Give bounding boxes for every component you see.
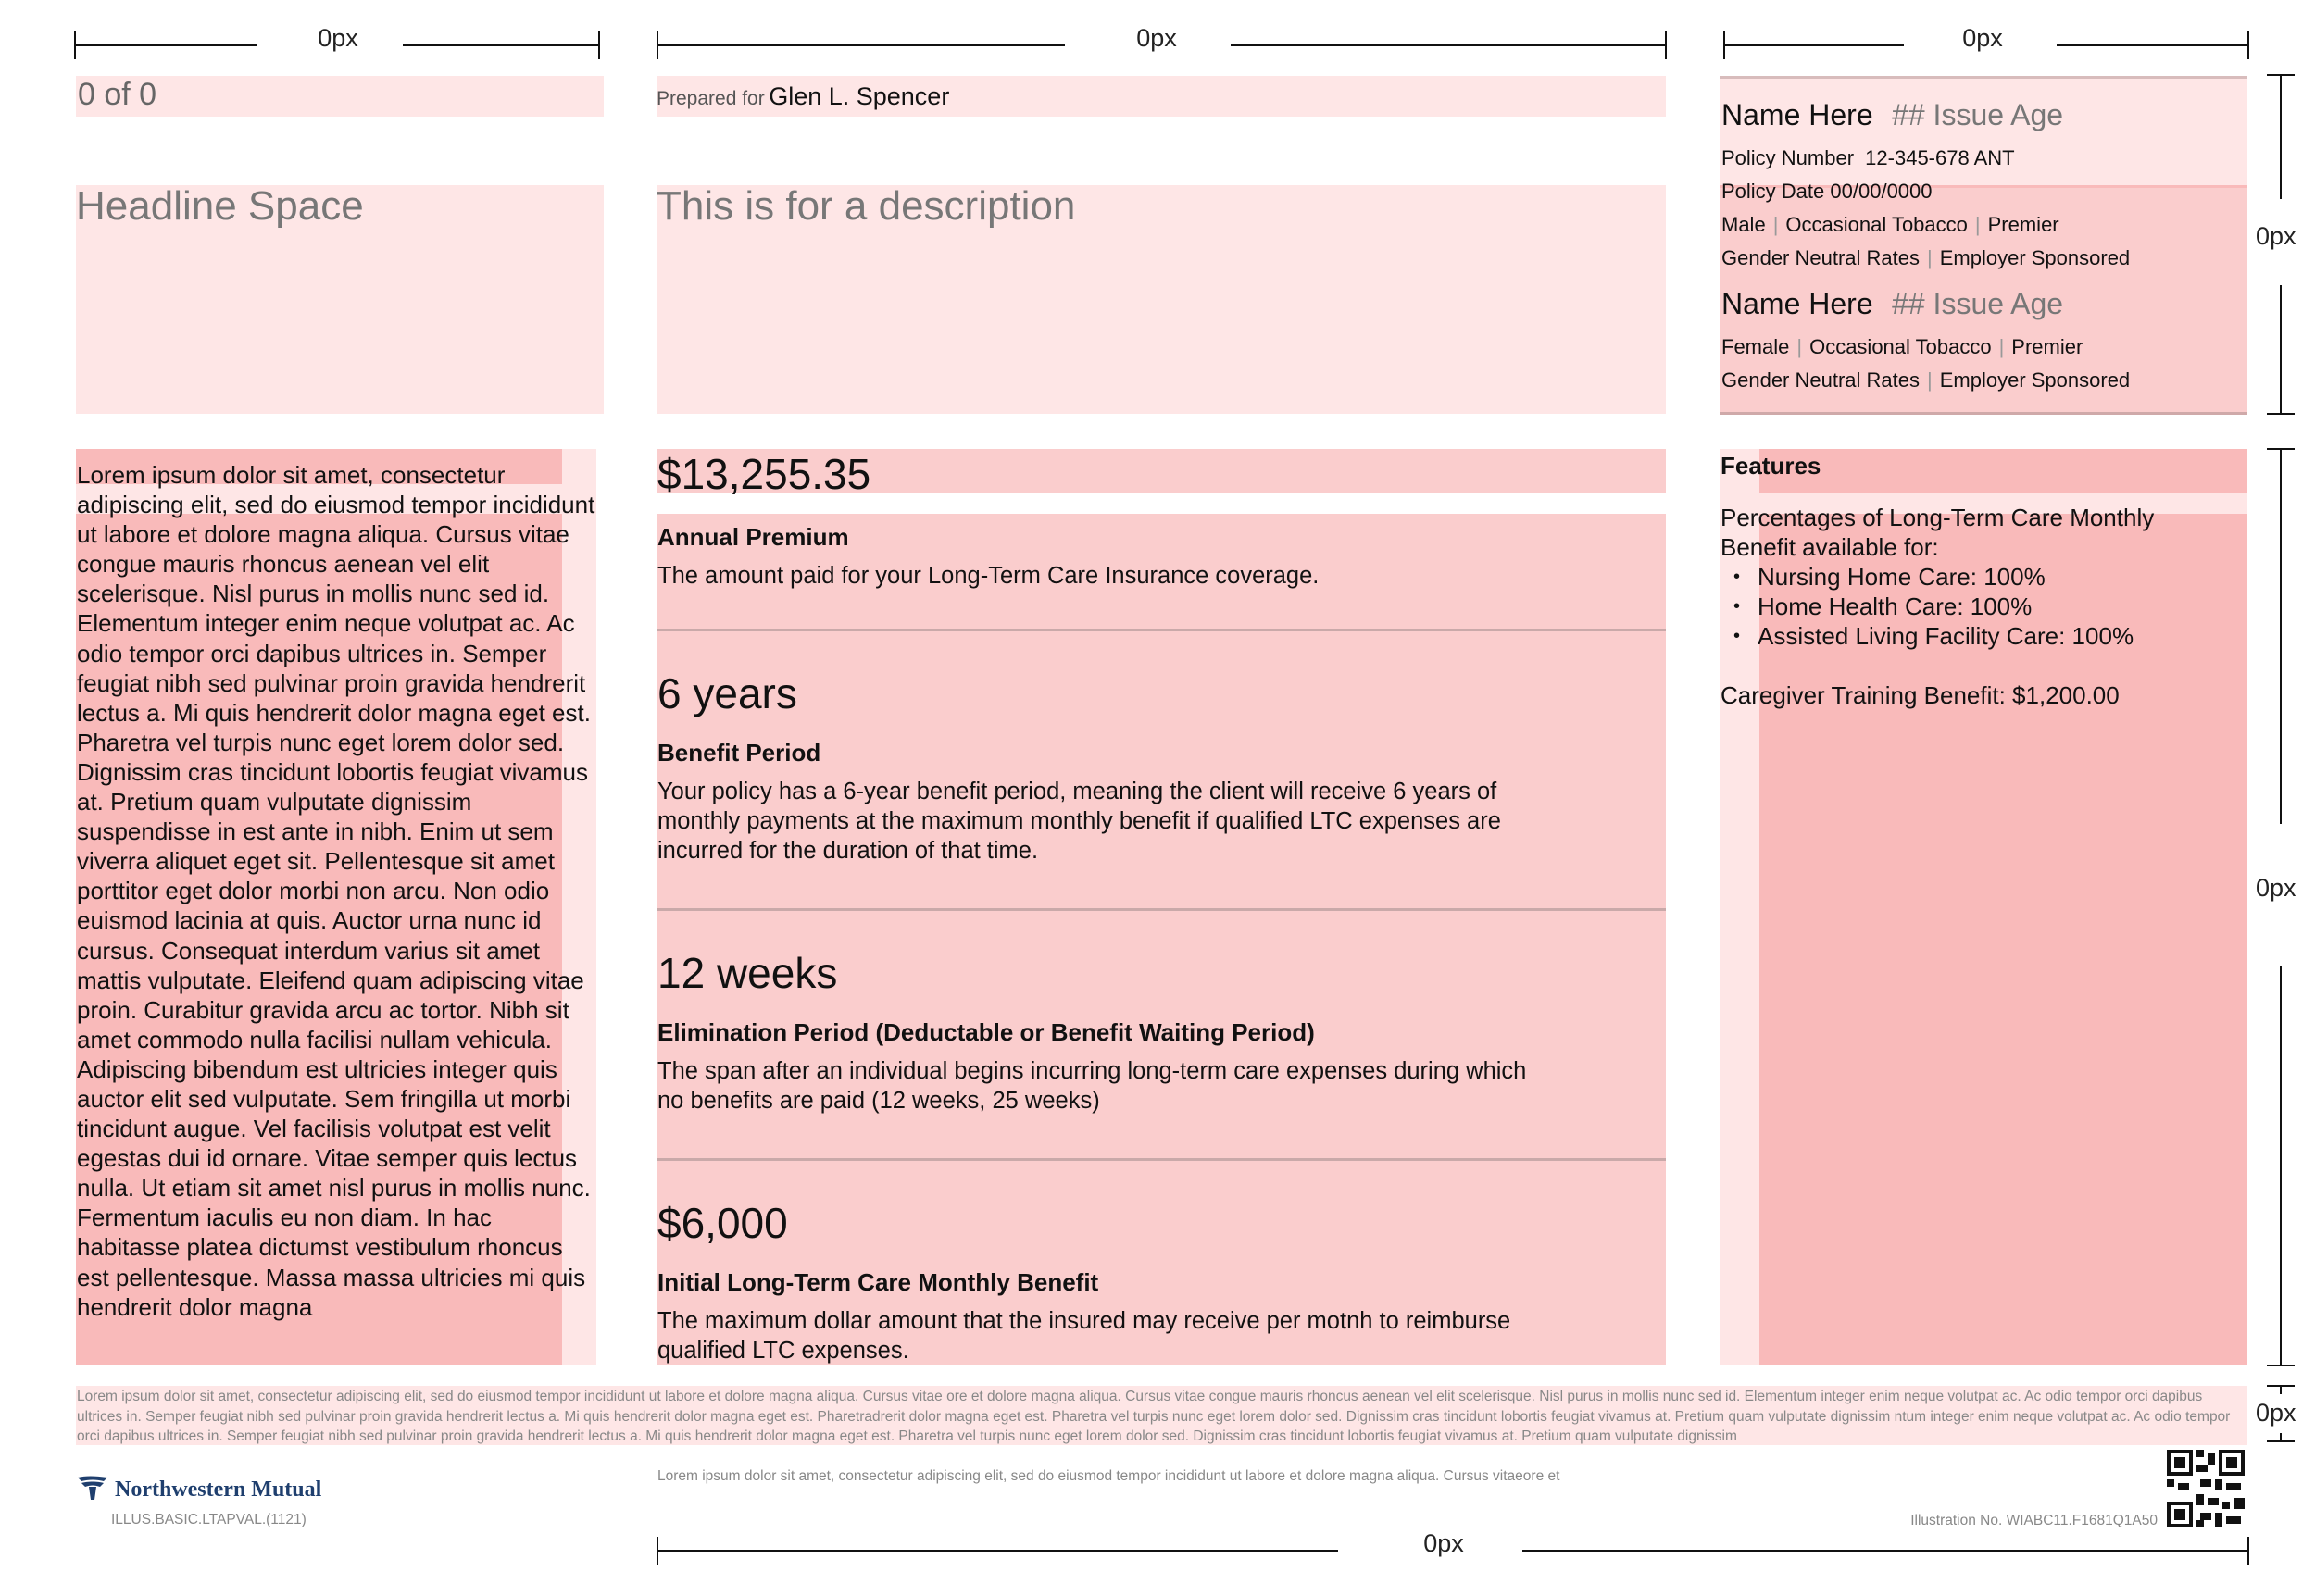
detail-desc: Your policy has a 6-year benefit period, meaning the client will receive 6 years of monthly payments at the maximum monthly benefit if qualified LTC expenses are incurred for the duration of that time.	[657, 779, 1501, 864]
detail-title: Elimination Period (Deductable or Benefit Waiting Period)	[657, 1018, 1315, 1046]
rate-type: Employer Sponsored	[1939, 246, 2131, 269]
policy-date-label: Policy Date	[1721, 180, 1825, 203]
detail-monthly-benefit	[657, 1198, 1667, 1365]
bottom-ruler	[657, 1529, 2249, 1566]
detail-desc: The amount paid for your Long-Term Care Insurance coverage.	[657, 563, 1320, 589]
policy-date: 00/00/0000	[1830, 180, 1933, 203]
insured-name: Name Here	[1721, 98, 1873, 131]
illustration-number: Illustration No. WIABC11.F1681Q1A50	[1910, 1513, 2158, 1528]
ruler-label: 0px	[2256, 1399, 2296, 1427]
footnote: Lorem ipsum dolor sit amet, consectetur adipiscing elit, sed do eiusmod tempor incididunt ut labore et dolore magna aliqua. Cursus vitae ore et dolore magna aliqua. Cursus vitae congue mauris rhoncus aenean vel elit scelerisque. Nisl purus in mollis nunc sed id. Elementum integer enim neque volutpat ac. Ac odio tempor orci dapibus ultrices in. Semper feugiat nibh sed pulvinar proin gravida hendrerit lectus a. Mi quis hendrerit dolor magna eget est. Pharetradrerit dolor magna eget est. Pharetra vel turpis nunc eget lorem dolor sed. Dignissim cras tincidunt lobortis feugiat vivamus at. Pretium quam vulputate dignissim ntum integer enim neque volutpat ac. Ac odio tempor orci dapibus ultrices in. Semper feugiat nibh sed pulvinar proin gravida hendrerit lectus a. Mi quis hendrerit dolor magna eget est. Pharetra vel turpis nunc eget lorem dolor sed. Dignissim cras tincidunt lobortis feugiat vivamus at. Pretium quam vulputate dignissim	[77, 1389, 2231, 1444]
divider	[657, 1158, 1666, 1161]
rate-type: Gender Neutral Rates	[1721, 368, 1920, 392]
rate-type: Gender Neutral Rates	[1721, 246, 1920, 269]
top-left-ruler	[74, 24, 600, 61]
attribute: Premier	[1987, 213, 2059, 236]
form-code: ILLUS.BASIC.LTAPVAL.(1121)	[111, 1512, 307, 1527]
feature-item: • Assisted Living Facility Care: 100%	[1721, 621, 2239, 651]
ruler-label: 0px	[318, 24, 358, 52]
insured-1	[1721, 94, 2246, 275]
insured-2	[1721, 283, 2246, 397]
ruler-label: 0px	[1136, 24, 1177, 52]
page-counter: 0 of 0	[78, 77, 157, 112]
policy-date-row	[1721, 175, 2246, 208]
right-ruler-top	[2256, 74, 2296, 415]
attribute: Occasional Tobacco	[1809, 335, 1992, 358]
ruler-label: 0px	[1962, 24, 2003, 52]
insured-attributes: Female | Occasional Tobacco | Premier	[1721, 335, 2084, 358]
detail-elimination-period	[657, 948, 1667, 1116]
insured-rates: Gender Neutral Rates | Employer Sponsored	[1721, 246, 2131, 269]
left-body-text: Lorem ipsum dolor sit amet, consectetur adipiscing elit, sed do eiusmod tempor incididunt ut labore et dolore magna aliqua. Cursus vitae congue mauris rhoncus aenean vel elit scelerisque. Nisl purus in mollis nunc sed id. Elementum integer enim neque volutpat ac. Ac odio tempor orci dapibus ultrices in. Semper feugiat nibh sed pulvinar proin gravida hendrerit lectus a. Mi quis hendrerit dolor magna eget est. Pharetra vel turpis nunc eget lorem dolor sed. Dignissim cras tincidunt lobortis feugiat vivamus at. Pretium quam vulputate dignissim suspendisse in est ante in nibh. Enim ut sem viverra aliquet eget sit. Pellentesque sit amet porttitor eget dolor morbi non arcu. Non odio euismod lacinia at quis. Auctor urna nunc id cursus. Consequat interdum varius sit amet mattis vulputate. Eleifend quam adipiscing vitae proin. Curabitur gravida arcu ac tortor. Nibh sit amet commodo nulla facilisi nullam vehicula. Adipiscing bibendum est ultricies integer quis auctor elit sed vulputate. Sem fringilla ut morbi tincidunt augue. Vel facilisis volutpat est velit egestas dui id ornare. Vitae semper quis lectus nulla. Ut etiam sit amet nisl purus in mollis nunc. Fermentum iaculis eu non diam. In hac habitasse platea dictumst vestibulum rhoncus est pellentesque. Massa massa ultricies mi quis hendrerit dolor magna	[77, 461, 595, 1321]
issue-age: ## Issue Age	[1892, 98, 2064, 131]
prepared-for-box	[657, 76, 1666, 117]
detail-value: 12 weeks	[657, 949, 838, 997]
qr-code-icon	[2167, 1450, 2245, 1527]
features-heading: Features	[1721, 452, 1821, 480]
detail-annual-premium	[657, 449, 1667, 591]
attribute: Male	[1721, 213, 1766, 236]
page-counter-box	[76, 76, 604, 117]
detail-benefit-period	[657, 668, 1667, 866]
headline: Headline Space	[76, 183, 364, 229]
detail-title: Benefit Period	[657, 739, 821, 767]
top-middle-ruler	[657, 24, 1667, 61]
bottom-note: Lorem ipsum dolor sit amet, consectetur adipiscing elit, sed do eiusmod tempor incididunt ut labore et dolore magna aliqua. Cursus vitaeore et	[657, 1468, 1560, 1484]
right-ruler-middle	[2256, 448, 2296, 1366]
features-list	[1721, 562, 2239, 651]
caregiver-benefit: Caregiver Training Benefit: $1,200.00	[1721, 681, 2120, 709]
attribute: Occasional Tobacco	[1785, 213, 1968, 236]
features-panel	[1721, 452, 2239, 710]
detail-title: Annual Premium	[657, 523, 849, 551]
features-intro: Percentages of Long-Term Care Monthly Benefit available for:	[1721, 504, 2155, 561]
insured-attributes: Male | Occasional Tobacco | Premier	[1721, 213, 2059, 236]
ruler-label: 0px	[2256, 222, 2296, 250]
right-ruler-bottom	[2256, 1385, 2296, 1442]
detail-value: $6,000	[657, 1199, 788, 1247]
company-name: Northwestern Mutual	[115, 1478, 322, 1502]
ruler-label: 0px	[1423, 1529, 1464, 1557]
attribute: Female	[1721, 335, 1790, 358]
insured-name: Name Here	[1721, 287, 1873, 320]
rate-type: Employer Sponsored	[1939, 368, 2131, 392]
description-box	[657, 185, 1666, 414]
policy-number-row	[1721, 142, 2246, 175]
description: This is for a description	[657, 183, 1076, 229]
divider	[657, 629, 1666, 631]
issue-age: ## Issue Age	[1892, 287, 2064, 320]
detail-value: 6 years	[657, 669, 797, 717]
eagle-logo-icon	[76, 1474, 109, 1503]
insured-panel	[1720, 76, 2247, 415]
attribute: Premier	[2011, 335, 2084, 358]
headline-box	[76, 185, 604, 414]
detail-desc: The maximum dollar amount that the insured may receive per motnh to reimburse qualified LTC expenses.	[657, 1308, 1511, 1364]
company-logo	[76, 1472, 354, 1509]
top-right-ruler	[1723, 24, 2249, 61]
prepared-for-label: Prepared for	[657, 88, 765, 109]
feature-item: • Home Health Care: 100%	[1721, 592, 2239, 621]
ruler-label: 0px	[2256, 874, 2296, 902]
feature-item: • Nursing Home Care: 100%	[1721, 562, 2239, 592]
insured-rates: Gender Neutral Rates | Employer Sponsored	[1721, 368, 2131, 392]
prepared-for-name: Glen L. Spencer	[769, 82, 950, 110]
detail-title: Initial Long-Term Care Monthly Benefit	[657, 1268, 1099, 1296]
policy-number-label: Policy Number	[1721, 146, 1855, 169]
detail-value: $13,255.35	[657, 450, 871, 498]
policy-number: 12-345-678 ANT	[1865, 146, 2015, 169]
detail-desc: The span after an individual begins incurring long-term care expenses during which no benefits are paid (12 weeks, 25 weeks)	[657, 1058, 1527, 1114]
divider	[657, 908, 1666, 911]
